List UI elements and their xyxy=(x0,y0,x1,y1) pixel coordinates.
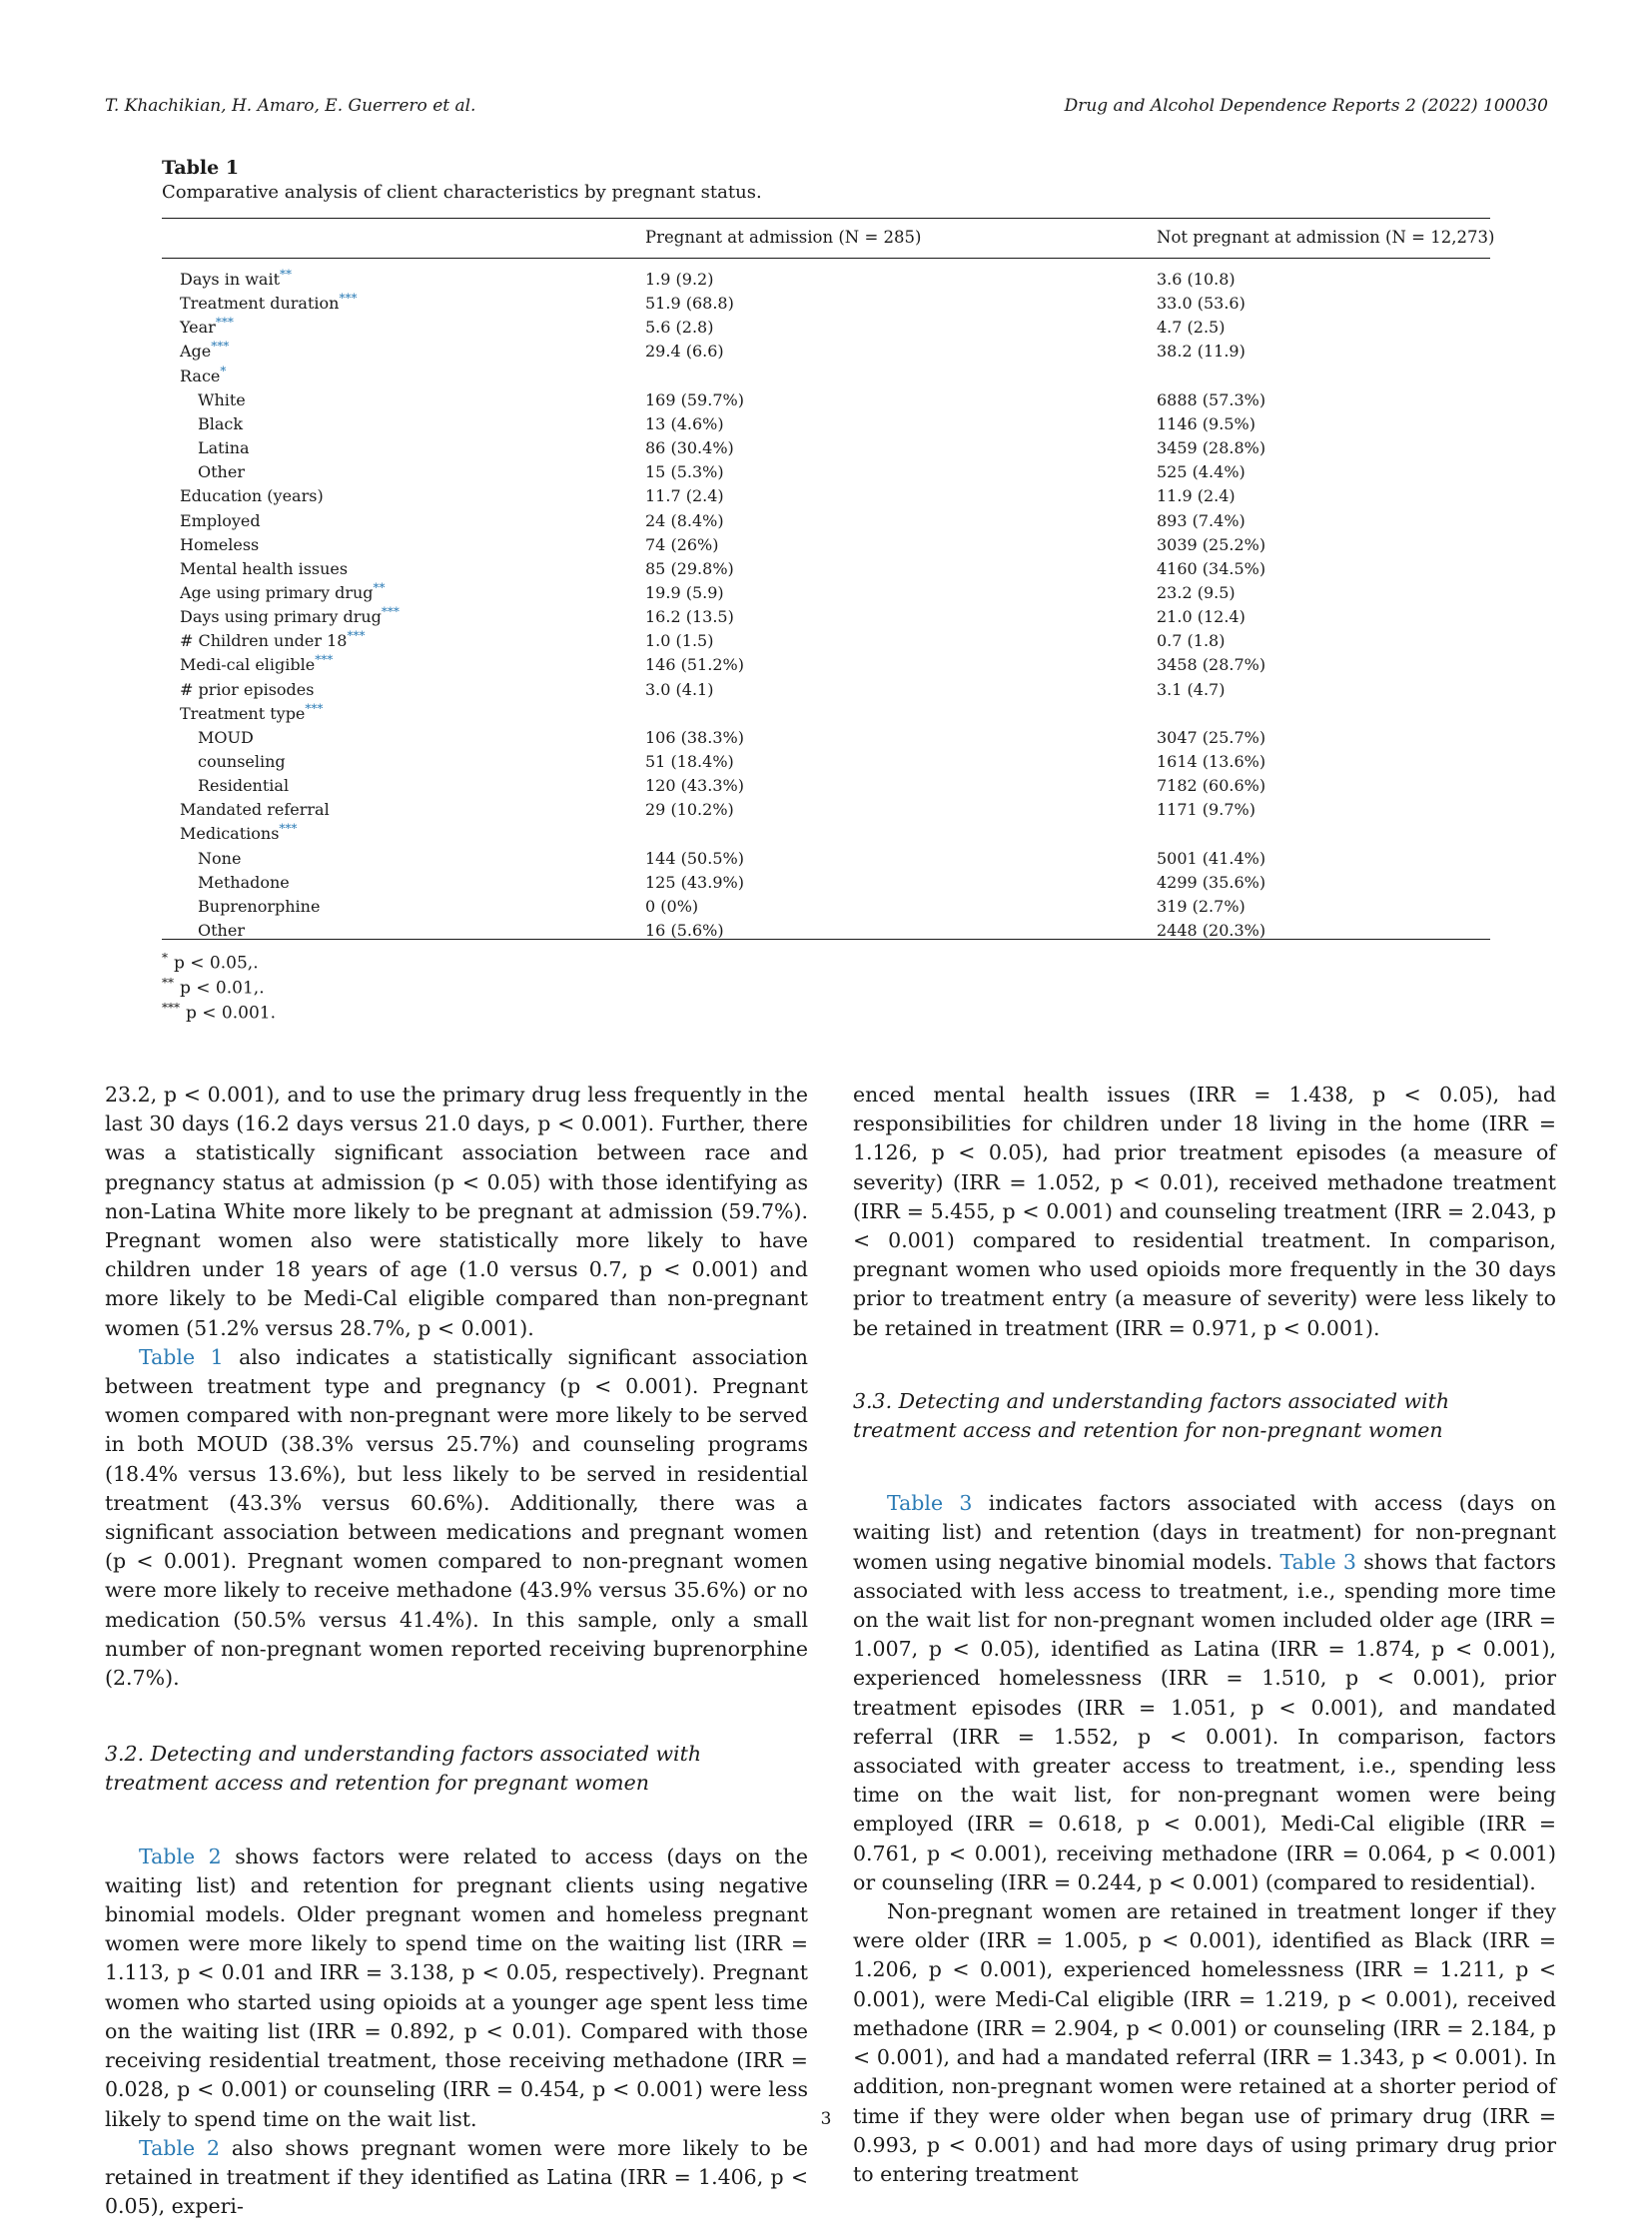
table-row xyxy=(180,750,1478,774)
table-row xyxy=(180,847,1478,871)
cell-pregnant: 1.0 (1.5) xyxy=(645,631,714,651)
table-1-link[interactable]: Table 1 xyxy=(139,1344,224,1369)
cell-not-pregnant: 3.1 (4.7) xyxy=(1157,679,1226,699)
section-heading-3-2: 3.2. Detecting and understanding factors associated with treatment access and retention for pregnant women xyxy=(105,1742,702,1796)
row-label: Black xyxy=(198,413,244,433)
table-row xyxy=(180,605,1478,629)
cell-not-pregnant: 525 (4.4%) xyxy=(1157,462,1245,482)
cell-not-pregnant: 319 (2.7%) xyxy=(1157,896,1245,916)
row-label: Age xyxy=(180,342,212,362)
significance-mark: *** xyxy=(381,604,400,619)
cell-pregnant: 120 (43.3%) xyxy=(645,776,744,796)
row-label: Year xyxy=(180,318,216,338)
running-header-journal: Drug and Alcohol Dependence Reports 2 (2022) 100030 xyxy=(1064,96,1548,116)
cell-not-pregnant: 21.0 (12.4) xyxy=(1157,607,1245,627)
table-row xyxy=(180,412,1478,436)
cell-pregnant: 29 (10.2%) xyxy=(645,800,734,820)
paragraph: enced mental health issues (IRR = 1.438, p < 0.05), had responsibilities for children under 18 living in the home (IRR = 1.126, p < 0.05), had prior treatment episodes (a measure of severity) (IRR = 1.052, p < 0.01), received methadone treatment (IRR = 5.455, p < 0.001) and counseling treatment (IRR = 2.043, p < 0.001) compared to residential treatment. In comparison, pregnant women who used opioids more frequently in the 30 days prior to treatment entry (a measure of severity) were less likely to be retained in treatment (IRR = 0.971, p < 0.001). xyxy=(853,1083,1556,1340)
row-label: Medications xyxy=(180,824,280,844)
row-label-wrap xyxy=(180,702,323,726)
cell-not-pregnant: 1171 (9.7%) xyxy=(1157,800,1255,820)
table-row xyxy=(180,557,1478,581)
cell-pregnant: 1.9 (9.2) xyxy=(645,270,714,289)
row-label: Mandated referral xyxy=(180,800,330,820)
cell-pregnant: 3.0 (4.1) xyxy=(645,679,714,699)
row-label: # prior episodes xyxy=(180,679,315,699)
row-label-wrap xyxy=(180,316,234,340)
cell-not-pregnant: 5001 (41.4%) xyxy=(1157,848,1266,868)
table-row xyxy=(180,340,1478,364)
table-row xyxy=(180,726,1478,750)
row-label: Mental health issues xyxy=(180,558,349,578)
cell-not-pregnant: 3.6 (10.8) xyxy=(1157,270,1236,289)
left-column xyxy=(105,1081,808,2221)
cell-not-pregnant: 3047 (25.7%) xyxy=(1157,727,1266,747)
significance-mark: *** xyxy=(305,701,324,716)
table-row xyxy=(180,629,1478,653)
table-2-link[interactable]: Table 2 xyxy=(139,2135,220,2160)
significance-mark: *** xyxy=(211,340,230,355)
row-label: White xyxy=(198,389,246,409)
row-label: Education (years) xyxy=(180,486,324,506)
cell-pregnant: 0 (0%) xyxy=(645,896,699,916)
table-bottom-rule xyxy=(162,939,1490,940)
row-label: Medi-cal eligible xyxy=(180,655,316,675)
cell-pregnant: 15 (5.3%) xyxy=(645,462,724,482)
table-row xyxy=(180,702,1478,726)
table-column-header-pregnant: Pregnant at admission (N = 285) xyxy=(645,228,922,247)
cell-pregnant: 16 (5.6%) xyxy=(645,921,724,941)
row-label: MOUD xyxy=(198,727,254,747)
cell-pregnant: 5.6 (2.8) xyxy=(645,318,714,338)
row-label-wrap xyxy=(180,822,297,846)
significance-mark: * xyxy=(220,364,227,378)
cell-pregnant: 29.4 (6.6) xyxy=(645,342,724,362)
cell-not-pregnant: 1146 (9.5%) xyxy=(1157,413,1255,433)
row-label-wrap xyxy=(180,365,226,388)
row-label: Treatment type xyxy=(180,703,306,723)
table-row xyxy=(180,436,1478,460)
table-row xyxy=(180,268,1478,292)
row-label: None xyxy=(198,848,242,868)
table-row xyxy=(180,653,1478,677)
row-label-wrap xyxy=(180,268,292,292)
table-3-link[interactable]: Table 3 xyxy=(1279,1549,1356,1574)
cell-pregnant: 19.9 (5.9) xyxy=(645,582,724,602)
row-label-wrap xyxy=(180,629,365,653)
cell-pregnant: 51.9 (68.8) xyxy=(645,294,734,314)
cell-not-pregnant: 3458 (28.7%) xyxy=(1157,655,1266,675)
cell-pregnant: 74 (26%) xyxy=(645,534,719,554)
table-3-link[interactable]: Table 3 xyxy=(887,1491,973,1516)
paragraph: 23.2, p < 0.001), and to use the primary drug less frequently in the last 30 days (16.2 days versus 21.0 days, p < 0.001). Further, there was a statistically significant association between race and pregnancy status at admission (p < 0.05) with those identifying as non-Latina White more likely to be pregnant at admission (59.7%). Pregnant women also were statistically more likely to have children under 18 years of age (1.0 versus 0.7, p < 0.001) and more likely to be Medi-Cal eligible compared than non-pregnant women (51.2% versus 28.7%, p < 0.001). xyxy=(105,1083,808,1340)
table-title: Table 1 xyxy=(162,157,240,179)
table-row xyxy=(180,484,1478,508)
running-header-authors: T. Khachikian, H. Amaro, E. Guerrero et al. xyxy=(105,96,476,116)
footnote xyxy=(162,976,265,999)
cell-pregnant: 125 (43.9%) xyxy=(645,872,744,892)
table-row xyxy=(180,774,1478,798)
cell-pregnant: 11.7 (2.4) xyxy=(645,486,724,506)
significance-mark: *** xyxy=(339,291,358,306)
cell-not-pregnant: 1614 (13.6%) xyxy=(1157,752,1266,771)
paragraph: Table 1 also indicates a statistically significant association between treatment type and pregnancy (p < 0.001). Pregnant women compared with non-pregnant were more likely to be served in both MOUD (38.3% versus 25.7%) and counseling programs (18.4% versus 13.6%), but less likely to be served in residential treatment (43.3% versus 60.6%). Additionally, there was a significant association between medications and pregnant women (p < 0.001). Pregnant women compared to non-pregnant women were more likely to receive methadone (43.9% versus 35.6%) or no medication (50.5% versus 41.4%). In this sample, only a small number of non-pregnant women reported receiving buprenorphine (2.7%). xyxy=(105,1344,808,1691)
table-row xyxy=(180,533,1478,557)
significance-mark: ** xyxy=(373,580,386,595)
cell-not-pregnant: 2448 (20.3%) xyxy=(1157,921,1266,941)
row-label: Other xyxy=(198,921,245,941)
footnote-mark: * xyxy=(162,951,168,965)
significance-mark: *** xyxy=(347,628,366,643)
cell-not-pregnant: 3039 (25.2%) xyxy=(1157,534,1266,554)
table-row xyxy=(180,581,1478,605)
footnote-text: p < 0.01,. xyxy=(180,978,265,999)
row-label: Homeless xyxy=(180,534,260,554)
table-row xyxy=(180,895,1478,919)
paragraph: Table 3 indicates factors associated with access (days on waiting list) and retention (days in treatment) for non-pregnant women using negative binomial models. Table 3 shows that factors associated with less access to treatment, i.e., spending more time on the wait list for non-pregnant women included older age (IRR = 1.007, p < 0.05), identified as Latina (IRR = 1.874, p < 0.001), experienced homelessness (IRR = 1.510, p < 0.001), prior treatment episodes (IRR = 1.051, p < 0.001), and mandated referral (IRR = 1.552, p < 0.001). In comparison, factors associated with greater access to treatment, i.e., spending less time on the wait list, for non-pregnant women were being employed (IRR = 0.618, p < 0.001), Medi-Cal eligible (IRR = 0.761, p < 0.001), receiving methadone (IRR = 0.064, p < 0.001) or counseling (IRR = 0.244, p < 0.001) (compared to residential). xyxy=(853,1491,1556,1894)
footnote-text: p < 0.05,. xyxy=(174,953,259,974)
paragraph: Non-pregnant women are retained in treatment longer if they were older (IRR = 1.005, p < 0.001), identified as Black (IRR = 1.206, p < 0.001), experienced homelessness (IRR = 1.211, p < 0.001), were Medi-Cal eligible (IRR = 1.219, p < 0.001), received methadone (IRR = 2.904, p < 0.001) or counseling (IRR = 2.184, p < 0.001), and had a mandated referral (IRR = 1.343, p < 0.001). In addition, non-pregnant women were retained at a shorter period of time if they were older when began use of primary drug (IRR = 0.993, p < 0.001) and had more days of using primary drug prior to entering treatment xyxy=(853,1899,1556,2186)
cell-pregnant: 51 (18.4%) xyxy=(645,752,734,771)
significance-mark: *** xyxy=(279,822,298,837)
row-label: Buprenorphine xyxy=(198,896,321,916)
cell-pregnant: 146 (51.2%) xyxy=(645,655,744,675)
paragraph: Table 2 shows factors were related to access (days on the waiting list) and retention for pregnant clients using negative binomial models. Older pregnant women and homeless pregnant women were more likely to spend time on the waiting list (IRR = 1.113, p < 0.01 and IRR = 3.138, p < 0.05, respectively). Pregnant women who started using opioids at a younger age spent less time on the waiting list (IRR = 0.892, p < 0.01). Compared with those receiving residential treatment, those receiving methadone (IRR = 0.028, p < 0.001) or counseling (IRR = 0.454, p < 0.001) were less likely to spend time on the wait list. xyxy=(105,1844,808,2131)
page-number: 3 xyxy=(820,2109,832,2129)
cell-not-pregnant: 893 (7.4%) xyxy=(1157,510,1245,530)
cell-pregnant: 24 (8.4%) xyxy=(645,510,724,530)
right-column xyxy=(853,1081,1556,2189)
cell-pregnant: 85 (29.8%) xyxy=(645,558,734,578)
cell-not-pregnant: 33.0 (53.6) xyxy=(1157,294,1245,314)
row-label-wrap xyxy=(180,605,400,629)
footnote xyxy=(162,1001,276,1024)
row-label: Methadone xyxy=(198,872,290,892)
footnote-mark: ** xyxy=(162,976,174,990)
table-2-link[interactable]: Table 2 xyxy=(139,1844,222,1868)
cell-pregnant: 16.2 (13.5) xyxy=(645,607,734,627)
cell-not-pregnant: 11.9 (2.4) xyxy=(1157,486,1236,506)
row-label: Residential xyxy=(198,776,290,796)
cell-not-pregnant: 7182 (60.6%) xyxy=(1157,776,1266,796)
cell-not-pregnant: 4299 (35.6%) xyxy=(1157,872,1266,892)
footnote xyxy=(162,951,259,974)
row-label: Other xyxy=(198,462,245,482)
table-row xyxy=(180,316,1478,340)
row-label-wrap xyxy=(180,340,229,364)
row-label: Days in wait xyxy=(180,270,280,289)
row-label-wrap xyxy=(180,581,386,605)
cell-pregnant: 86 (30.4%) xyxy=(645,438,734,458)
row-label: Race xyxy=(180,366,221,385)
cell-not-pregnant: 4.7 (2.5) xyxy=(1157,318,1226,338)
table-column-header-not-pregnant: Not pregnant at admission (N = 12,273) xyxy=(1157,228,1495,247)
cell-not-pregnant: 23.2 (9.5) xyxy=(1157,582,1236,602)
cell-not-pregnant: 6888 (57.3%) xyxy=(1157,389,1266,409)
table-row xyxy=(180,798,1478,822)
cell-not-pregnant: 38.2 (11.9) xyxy=(1157,342,1245,362)
table-row xyxy=(180,388,1478,412)
table-row xyxy=(180,292,1478,316)
table-row xyxy=(180,460,1478,484)
paragraph: Table 2 also shows pregnant women were more likely to be retained in treatment if they identified as Latina (IRR = 1.406, p < 0.05), experi- xyxy=(105,2135,808,2219)
significance-mark: *** xyxy=(315,653,334,668)
cell-pregnant: 13 (4.6%) xyxy=(645,413,724,433)
section-heading-3-3: 3.3. Detecting and understanding factors associated with treatment access and retention for non-pregnant women xyxy=(853,1388,1450,1443)
row-label: Days using primary drug xyxy=(180,607,382,627)
table-header-rule xyxy=(162,258,1490,259)
cell-pregnant: 169 (59.7%) xyxy=(645,389,744,409)
row-label: Employed xyxy=(180,510,261,530)
significance-mark: *** xyxy=(215,315,234,330)
row-label: Treatment duration xyxy=(180,294,340,314)
table-row xyxy=(180,871,1478,895)
row-label: Age using primary drug xyxy=(180,582,374,602)
table-caption: Comparative analysis of client characteristics by pregnant status. xyxy=(162,182,762,203)
cell-not-pregnant: 3459 (28.8%) xyxy=(1157,438,1266,458)
row-label-wrap xyxy=(180,653,333,677)
cell-not-pregnant: 4160 (34.5%) xyxy=(1157,558,1266,578)
significance-mark: ** xyxy=(280,267,292,282)
row-label: # Children under 18 xyxy=(180,631,348,651)
row-label-wrap xyxy=(180,292,357,316)
table-row xyxy=(180,678,1478,702)
cell-pregnant: 106 (38.3%) xyxy=(645,727,744,747)
row-label: counseling xyxy=(198,752,286,771)
cell-pregnant: 144 (50.5%) xyxy=(645,848,744,868)
table-row xyxy=(180,365,1478,388)
table-row xyxy=(180,509,1478,533)
cell-not-pregnant: 0.7 (1.8) xyxy=(1157,631,1226,651)
table-row xyxy=(180,822,1478,846)
row-label: Latina xyxy=(198,438,250,458)
footnote-mark: *** xyxy=(162,1001,180,1015)
table-top-rule xyxy=(162,218,1490,219)
footnote-text: p < 0.001. xyxy=(186,1003,277,1024)
